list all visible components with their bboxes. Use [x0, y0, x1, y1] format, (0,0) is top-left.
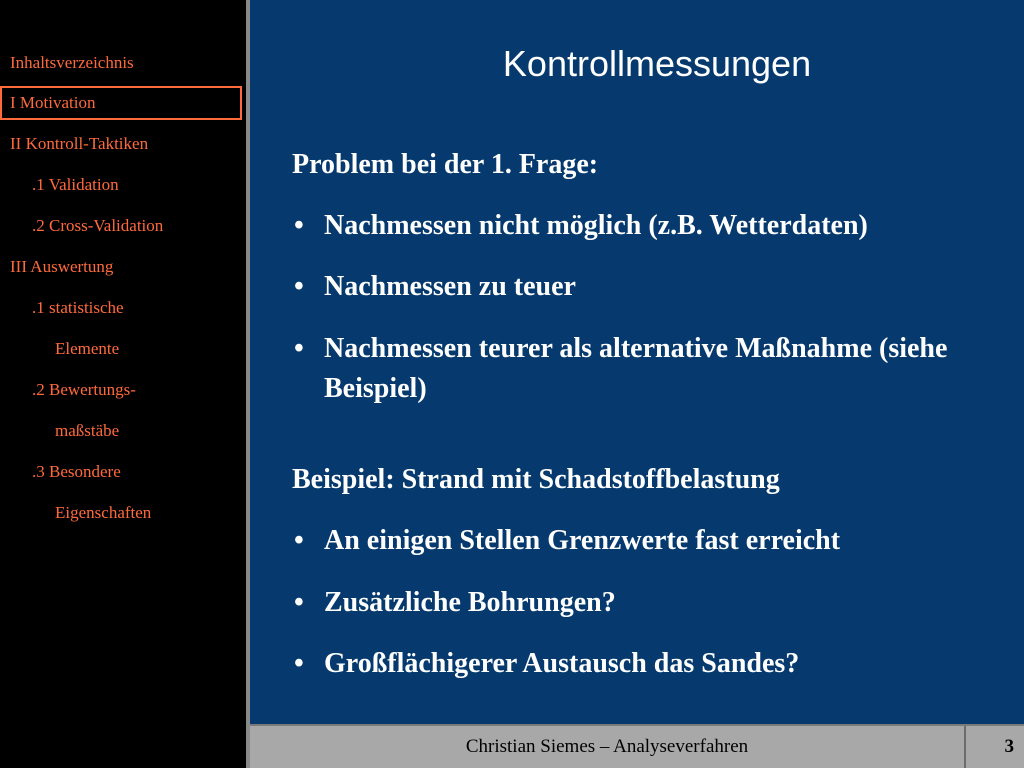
- sidebar-navigation: [0, 0, 246, 768]
- bullet-text: Nachmessen nicht möglich (z.B. Wetterdaten): [324, 210, 868, 241]
- nav-item-motivation[interactable]: I Motivation: [0, 86, 242, 120]
- bullet-text: Großflächigerer Austausch das Sandes?: [324, 648, 800, 679]
- page-number: 3: [1004, 736, 1014, 757]
- nav-item-massstaebe[interactable]: maßstäbe: [55, 421, 120, 440]
- section-heading-problem: Problem bei der 1. Frage:: [292, 149, 599, 180]
- nav-item-statistische[interactable]: .1 statistische: [32, 298, 124, 317]
- bullet-text: Nachmessen teurer als alternative Maßnahme (siehe Beispiel): [324, 333, 948, 404]
- section-heading-beispiel: Beispiel: Strand mit Schadstoffbelastung: [292, 464, 780, 495]
- bullet-text: An einigen Stellen Grenzwerte fast erreicht: [324, 525, 841, 556]
- nav-item-validation[interactable]: .1 Validation: [32, 175, 119, 194]
- slide-footer: [250, 724, 1024, 768]
- slide-content-area: [250, 0, 1024, 724]
- footer-author-title: Christian Siemes – Analyseverfahren: [465, 736, 749, 757]
- bullet-icon: •: [294, 210, 304, 241]
- bullet-text: Zusätzliche Bohrungen?: [324, 587, 616, 618]
- bullet-icon: •: [294, 333, 304, 364]
- bullet-icon: •: [294, 648, 304, 679]
- nav-item-eigenschaften[interactable]: Eigenschaften: [55, 503, 152, 522]
- bullet-text: Nachmessen zu teuer: [324, 271, 576, 302]
- nav-item-bewertungs[interactable]: .2 Bewertungs-: [32, 380, 136, 399]
- nav-item-kontroll-taktiken[interactable]: II Kontroll-Taktiken: [10, 134, 149, 153]
- nav-item-auswertung[interactable]: III Auswertung: [10, 257, 114, 276]
- nav-item-inhaltsverzeichnis[interactable]: Inhaltsverzeichnis: [10, 53, 134, 72]
- bullet-icon: •: [294, 525, 304, 556]
- nav-item-cross-validation[interactable]: .2 Cross-Validation: [32, 216, 164, 235]
- nav-item-besondere[interactable]: .3 Besondere: [32, 462, 121, 481]
- nav-item-elemente[interactable]: Elemente: [55, 339, 120, 358]
- bullet-icon: •: [294, 587, 304, 618]
- slide-title: Kontrollmessungen: [502, 43, 812, 84]
- bullet-icon: •: [294, 271, 304, 302]
